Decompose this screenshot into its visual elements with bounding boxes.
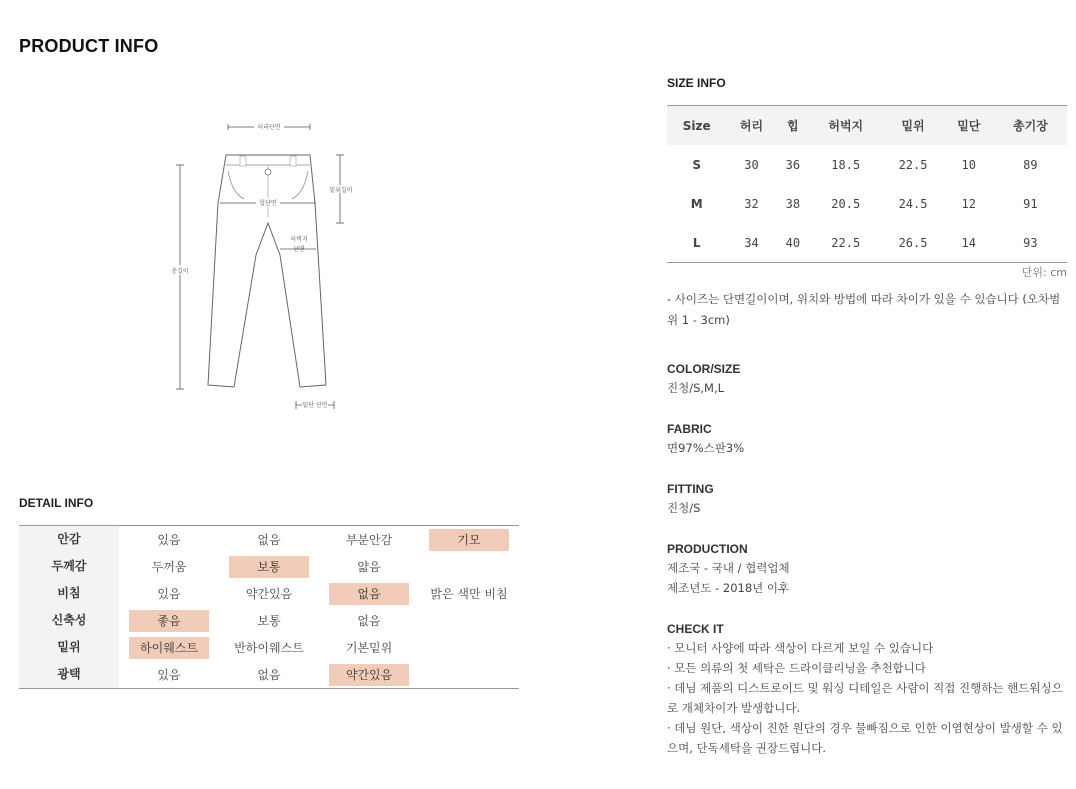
size-header-cell: 힙	[776, 106, 809, 146]
detail-cell-text: 약간있음	[329, 664, 409, 686]
detail-cell-text: 보통	[229, 556, 309, 578]
size-value-cell: 89	[1023, 157, 1038, 172]
production-line-1: 제조국 - 국내 / 협력업체	[667, 561, 790, 575]
detail-cell-text: 없음	[329, 583, 409, 605]
size-value-cell: 30	[744, 157, 759, 172]
color-size-block	[667, 360, 1067, 398]
detail-cell-text: 없음	[357, 613, 381, 628]
detail-cell-text	[429, 637, 509, 659]
size-value-cell: 12	[961, 196, 976, 211]
detail-cell-text: 반하이웨스트	[234, 640, 304, 655]
detail-cell	[419, 607, 519, 634]
detail-cell	[119, 580, 219, 607]
size-value-cell: 40	[785, 235, 801, 250]
detail-cell-text	[429, 556, 509, 578]
detail-cell	[319, 553, 419, 580]
detail-cell-text: 두꺼움	[151, 559, 187, 574]
size-row	[667, 223, 1067, 263]
size-row	[667, 145, 1067, 184]
detail-cell	[119, 553, 219, 580]
fitting-block	[667, 480, 1067, 518]
size-value-cell: 34	[744, 235, 759, 250]
size-value-cell: 10	[961, 157, 976, 172]
check-it-line: · 모니터 사양에 따라 색상이 다르게 보일 수 있습니다	[667, 641, 934, 655]
size-value-cell: 38	[785, 196, 801, 211]
detail-info-title: DETAIL INFO	[19, 496, 94, 510]
size-row	[667, 184, 1067, 223]
detail-cell-text: 약간있음	[245, 586, 293, 601]
detail-cell-selected	[219, 553, 319, 580]
production-block	[667, 540, 1067, 598]
detail-row	[19, 634, 519, 661]
detail-cell	[219, 634, 319, 661]
detail-cell-text: 좋음	[129, 610, 209, 632]
waist-label: 허리단면	[257, 124, 281, 131]
pants-measurement-diagram	[160, 115, 370, 415]
detail-cell-text: 기모	[429, 529, 509, 551]
check-it-line: · 데님 원단, 색상이 진한 원단의 경우 물빠짐으로 인한 이염현상이 발생할 수 있으며, 단독세탁을 권장드립니다.	[667, 721, 1063, 755]
fabric-block	[667, 420, 1067, 458]
size-label-cell: M	[690, 196, 703, 211]
detail-cell	[319, 634, 419, 661]
detail-cell-text: 보통	[257, 613, 281, 628]
color-size-value: 진청/S,M,L	[667, 381, 725, 395]
size-header-cell: 밑단	[944, 106, 994, 146]
check-it-line: · 모든 의류의 첫 세탁은 드라이클리닝을 추천합니다	[667, 661, 926, 675]
detail-row-head: 신축성	[19, 607, 119, 634]
detail-cell	[219, 580, 319, 607]
detail-cell	[419, 634, 519, 661]
detail-row	[19, 553, 519, 580]
size-header-cell: 허벅지	[809, 106, 882, 146]
check-it-block	[667, 620, 1067, 758]
detail-cell-selected	[119, 607, 219, 634]
detail-cell-text: 부분안감	[345, 532, 393, 547]
detail-cell-text: 있음	[157, 667, 181, 682]
production-line-2: 제조년도 - 2018년 이후	[667, 581, 790, 595]
detail-row	[19, 580, 519, 607]
hip-label: 힙단면	[259, 200, 277, 207]
detail-cell-text: 하이웨스트	[129, 637, 209, 659]
detail-cell-selected	[119, 634, 219, 661]
size-info-title: SIZE INFO	[667, 76, 726, 90]
detail-cell-text: 있음	[157, 586, 181, 601]
detail-cell-selected	[419, 526, 519, 553]
detail-cell	[419, 661, 519, 688]
detail-cell-text	[429, 610, 509, 632]
size-value-cell: 24.5	[898, 196, 928, 211]
detail-row-head: 비침	[19, 580, 119, 607]
detail-row-head: 두께감	[19, 553, 119, 580]
detail-cell	[319, 526, 419, 553]
detail-cell	[219, 607, 319, 634]
detail-row-head: 광택	[19, 661, 119, 688]
detail-cell	[119, 661, 219, 688]
size-value-cell: 22.5	[831, 235, 861, 250]
detail-cell-text: 없음	[257, 667, 281, 682]
detail-info-table	[19, 525, 519, 689]
detail-cell	[319, 607, 419, 634]
detail-cell	[119, 526, 219, 553]
length-label: 총길이	[171, 268, 189, 275]
detail-cell-text: 있음	[157, 532, 181, 547]
detail-cell-selected	[319, 580, 419, 607]
size-note: - 사이즈는 단면길이이며, 위치와 방법에 따라 차이가 있을 수 있습니다 (오차범위 1 - 3cm)	[667, 292, 1061, 327]
size-label-cell: L	[692, 235, 701, 250]
detail-cell-text: 없음	[257, 532, 281, 547]
fitting-value: 진청/S	[667, 501, 701, 515]
size-value-cell: 18.5	[831, 157, 861, 172]
size-value-cell: 22.5	[898, 157, 928, 172]
detail-row-head: 안감	[19, 526, 119, 553]
detail-cell	[419, 553, 519, 580]
size-value-cell: 36	[785, 157, 801, 172]
detail-cell-text: 기본밑위	[345, 640, 393, 655]
detail-cell	[219, 661, 319, 688]
detail-row-head: 밑위	[19, 634, 119, 661]
page-title: PRODUCT INFO	[19, 36, 159, 56]
size-value-cell: 26.5	[898, 235, 928, 250]
detail-row	[19, 607, 519, 634]
size-value-cell: 32	[744, 196, 759, 211]
fitting-label: FITTING	[667, 482, 714, 496]
detail-cell-text: 얇음	[357, 559, 381, 574]
thigh-label-1: 허벅지	[290, 236, 308, 243]
size-label-cell: S	[692, 157, 702, 172]
detail-cell-text	[429, 664, 509, 686]
size-header-cell: 총기장	[994, 106, 1067, 146]
check-it-line: · 데님 제품의 디스트로이드 및 워싱 디테일은 사람이 직접 진행하는 핸드워싱으로 개체차이가 발생합니다.	[667, 681, 1063, 715]
color-size-label: COLOR/SIZE	[667, 362, 741, 376]
size-value-cell: 91	[1023, 196, 1038, 211]
size-header-cell: 허리	[726, 106, 776, 146]
detail-cell	[219, 526, 319, 553]
detail-cell	[419, 580, 519, 607]
size-header-cell: Size	[667, 106, 726, 146]
check-it-label: CHECK IT	[667, 622, 724, 636]
size-value-cell: 14	[961, 235, 976, 250]
hem-label: 밑단 단면	[302, 402, 328, 409]
fabric-label: FABRIC	[667, 422, 712, 436]
size-header-cell: 밑위	[882, 106, 943, 146]
detail-row	[19, 526, 519, 553]
detail-row	[19, 661, 519, 688]
unit-label: 단위: cm	[1021, 266, 1067, 279]
detail-cell-selected	[319, 661, 419, 688]
rise-label: 밑위길이	[329, 187, 353, 194]
fabric-value: 면97%스판3%	[667, 441, 745, 455]
size-value-cell: 93	[1023, 235, 1038, 250]
detail-cell-text: 밝은 색만 비침	[430, 586, 508, 601]
size-value-cell: 20.5	[831, 196, 861, 211]
size-info-table	[667, 105, 1067, 263]
production-label: PRODUCTION	[667, 542, 748, 556]
thigh-label-2: 단면	[293, 246, 305, 253]
